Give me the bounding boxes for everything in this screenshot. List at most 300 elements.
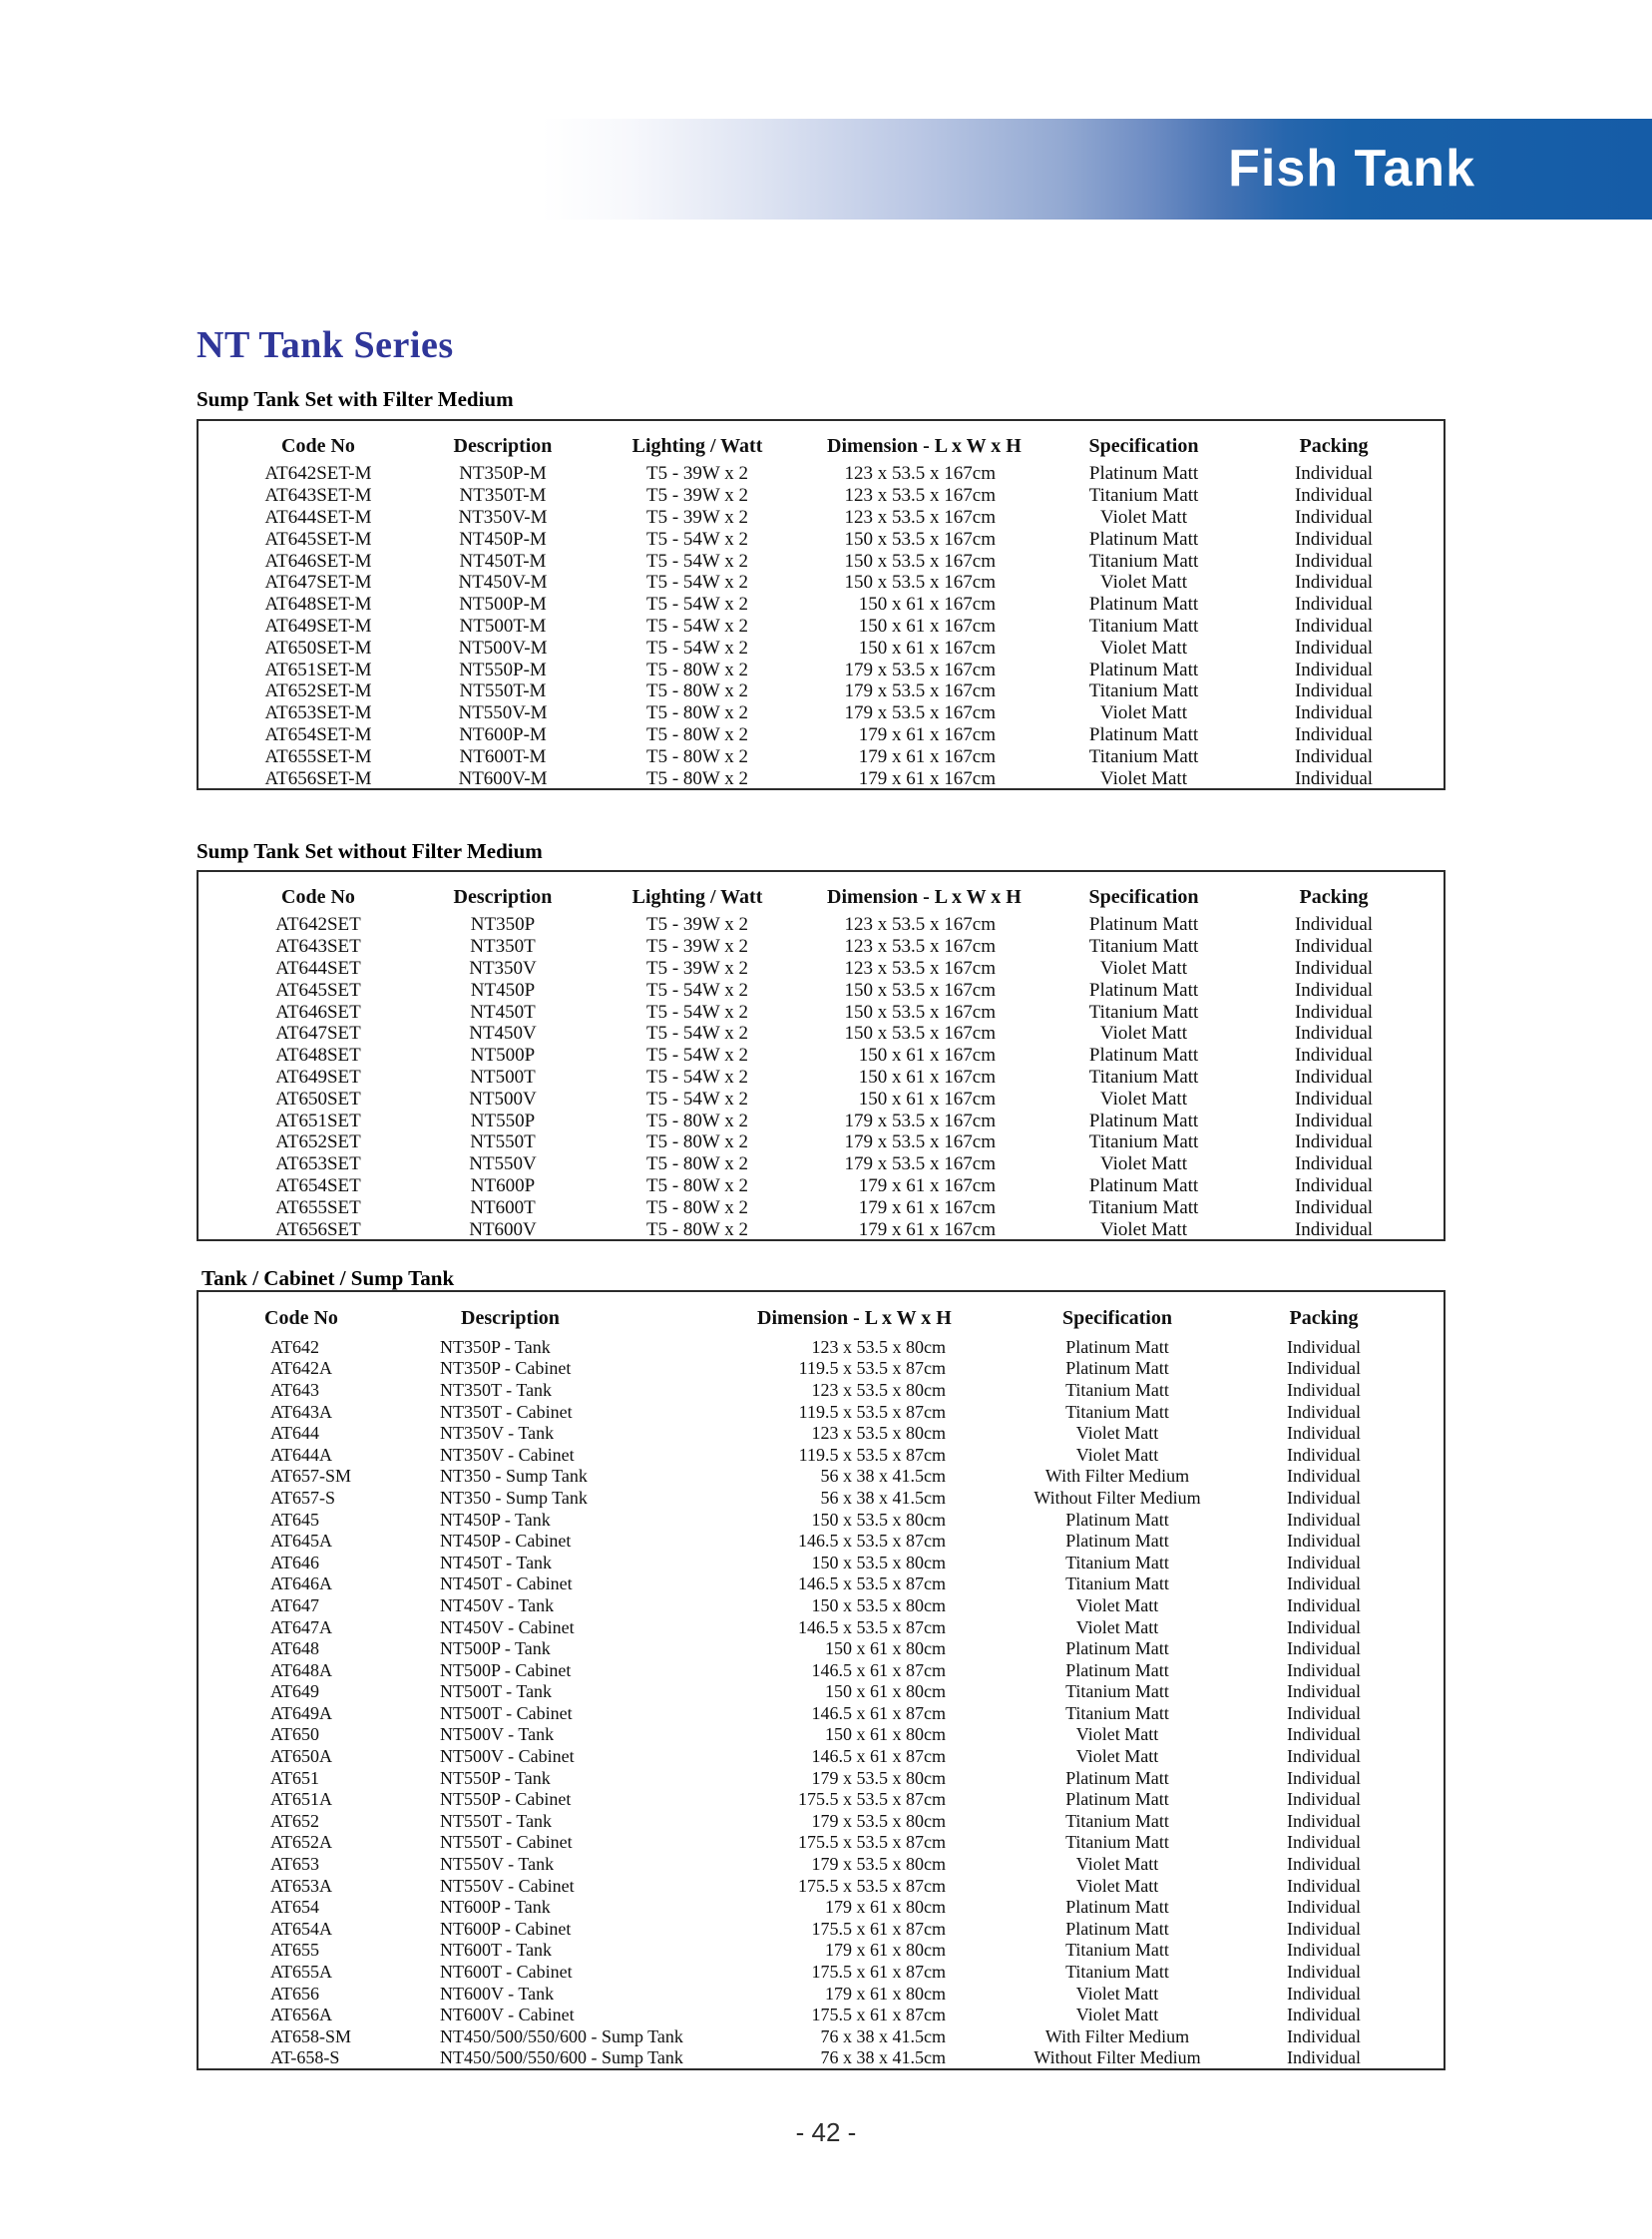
table-cell: NT450V - Cabinet [440, 1616, 575, 1637]
table-cell: AT646SET [275, 1001, 361, 1023]
table-row [199, 745, 1444, 767]
table-cell: AT652 [270, 1810, 319, 1831]
column-header: Dimension - L x W x H [757, 1307, 952, 1329]
table-cell: 179 x 61 x 80cm [825, 1897, 946, 1918]
table-cell: T5 - 54W x 2 [645, 1023, 749, 1045]
table-body [199, 1336, 1444, 2068]
table-cell: NT350T - Cabinet [440, 1401, 573, 1422]
table-cell: NT550T - Cabinet [440, 1832, 573, 1853]
table-cell: AT652SET [275, 1131, 361, 1153]
table-row [199, 1853, 1444, 1875]
table-row [199, 1573, 1444, 1595]
table-row [199, 1422, 1444, 1444]
table-cell: Individual [1294, 936, 1374, 958]
table-cell: 150 x 53.5 x 167cm [844, 528, 996, 550]
table-cell: Individual [1287, 1832, 1361, 1853]
column-header: Description [453, 885, 553, 908]
table-cell: Titanium Matt [1065, 1573, 1169, 1594]
table-body [199, 463, 1444, 789]
table-cell: 123 x 53.5 x 80cm [811, 1336, 946, 1357]
table-cell: T5 - 54W x 2 [645, 1045, 749, 1067]
table-cell: Individual [1294, 1218, 1374, 1240]
table-cell: AT658-SM [270, 2025, 352, 2046]
table-cell: AT650A [270, 1746, 332, 1767]
table-cell: Individual [1294, 485, 1374, 507]
table-row [199, 1745, 1444, 1767]
banner-title: Fish Tank [1228, 139, 1475, 198]
table-row [199, 2025, 1444, 2047]
table-cell: Individual [1287, 1962, 1361, 1983]
table-cell: AT650SET-M [264, 637, 372, 659]
table-cell: 146.5 x 53.5 x 87cm [798, 1573, 946, 1594]
table-cell: Individual [1287, 1746, 1361, 1767]
table-cell: AT643A [270, 1401, 332, 1422]
column-header: Packing [1289, 1307, 1359, 1329]
table-cell: AT645A [270, 1531, 332, 1552]
table-cell: AT646A [270, 1573, 332, 1594]
table-row [199, 1983, 1444, 2005]
table-cell: Violet Matt [1100, 1218, 1187, 1240]
table-cell: NT600T - Tank [440, 1940, 553, 1961]
table-cell: 179 x 61 x 167cm [858, 745, 996, 767]
table-cell: AT646 [270, 1552, 319, 1572]
table-cell: 150 x 53.5 x 80cm [811, 1594, 946, 1615]
table-cell: Platinum Matt [1088, 463, 1199, 485]
table-cell: 179 x 53.5 x 167cm [844, 702, 996, 724]
table-row [199, 1045, 1444, 1067]
table-cell: AT656SET [275, 1218, 361, 1240]
table-cell: 123 x 53.5 x 167cm [844, 936, 996, 958]
table-cell: NT500P-M [459, 594, 547, 616]
table-header-row [199, 428, 1444, 463]
table-cell: 179 x 61 x 80cm [825, 1983, 946, 2004]
table-cell: T5 - 39W x 2 [645, 506, 749, 528]
table-cell: Individual [1287, 1789, 1361, 1810]
column-header: Packing [1299, 434, 1369, 457]
table-cell: AT-658-S [270, 2047, 340, 2068]
table-cell: T5 - 54W x 2 [645, 550, 749, 572]
table-cell: AT656A [270, 2005, 332, 2025]
table-row [199, 1001, 1444, 1023]
table-cell: Individual [1287, 1616, 1361, 1637]
table-cell: Individual [1287, 1552, 1361, 1572]
table-row [199, 2047, 1444, 2069]
table-cell: Platinum Matt [1088, 1045, 1199, 1067]
table-cell: NT500P - Cabinet [440, 1659, 572, 1680]
table-cell: AT654A [270, 1918, 332, 1939]
table-cell: 179 x 61 x 167cm [858, 1218, 996, 1240]
table-cell: Titanium Matt [1065, 1401, 1169, 1422]
table-cell: Individual [1294, 1196, 1374, 1218]
table-cell: AT653A [270, 1875, 332, 1896]
table-cell: Titanium Matt [1065, 1379, 1169, 1400]
table-cell: AT645 [270, 1509, 319, 1530]
table-cell: Violet Matt [1075, 1423, 1159, 1444]
table-cell: AT644A [270, 1444, 332, 1465]
column-header: Code No [281, 885, 355, 908]
table-cell: Individual [1294, 528, 1374, 550]
table-cell: AT657-S [270, 1487, 336, 1508]
table-cell: Platinum Matt [1088, 1174, 1199, 1196]
table-cell: NT550P - Cabinet [440, 1789, 572, 1810]
table-row [199, 1788, 1444, 1810]
table-row [199, 680, 1444, 702]
table-cell: Violet Matt [1075, 2005, 1159, 2025]
table-cell: AT644 [270, 1423, 319, 1444]
table-cell: NT450P [470, 979, 536, 1001]
column-header: Lighting / Watt [631, 885, 763, 908]
table-row [199, 1594, 1444, 1616]
table-cell: AT654SET [275, 1174, 361, 1196]
table-cell: 150 x 53.5 x 80cm [811, 1509, 946, 1530]
table-cell: Violet Matt [1100, 702, 1187, 724]
table-cell: AT653 [270, 1854, 319, 1875]
table-cell: T5 - 80W x 2 [645, 680, 749, 702]
table-cell: NT350V [469, 957, 537, 979]
table-cell: NT450V-M [458, 572, 548, 594]
table-row [199, 507, 1444, 529]
table-cell: AT643 [270, 1379, 319, 1400]
table-cell: T5 - 39W x 2 [645, 914, 749, 936]
table-cell: AT649SET-M [264, 615, 372, 637]
table-cell: Individual [1287, 2025, 1361, 2046]
table-row [199, 1196, 1444, 1218]
table-cell: 179 x 61 x 80cm [825, 1940, 946, 1961]
table-cell: NT500P [470, 1045, 536, 1067]
table-row [199, 550, 1444, 572]
table-cell: Individual [1287, 2047, 1361, 2068]
table-cell: T5 - 80W x 2 [645, 1218, 749, 1240]
table-cell: T5 - 54W x 2 [645, 572, 749, 594]
table-cell: NT550T-M [459, 680, 547, 702]
table-cell: 179 x 61 x 167cm [858, 767, 996, 789]
table-row [199, 1153, 1444, 1175]
table-cell: AT657-SM [270, 1466, 352, 1487]
table-cell: With Filter Medium [1044, 1466, 1190, 1487]
table-row [199, 1896, 1444, 1918]
table-cell: AT648 [270, 1638, 319, 1659]
table-cell: 123 x 53.5 x 167cm [844, 506, 996, 528]
table-cell: Titanium Matt [1065, 1832, 1169, 1853]
table-cell: NT450V - Tank [440, 1594, 555, 1615]
table-cell: T5 - 54W x 2 [645, 615, 749, 637]
table-cell: 123 x 53.5 x 167cm [844, 914, 996, 936]
table-cell: AT649A [270, 1702, 332, 1723]
page-banner [542, 119, 1652, 220]
table-cell: 150 x 61 x 80cm [825, 1638, 946, 1659]
table-cell: NT350P [470, 914, 536, 936]
table-row [199, 1358, 1444, 1380]
table-row [199, 528, 1444, 550]
table-cell: AT646SET-M [264, 550, 372, 572]
table-cell: Individual [1294, 1131, 1374, 1153]
column-header: Description [453, 434, 553, 457]
table-cell: AT648A [270, 1659, 332, 1680]
table-cell: Individual [1287, 1531, 1361, 1552]
table-row [199, 1961, 1444, 1983]
table-row [199, 914, 1444, 936]
table-cell: NT550P-M [459, 659, 547, 680]
table-cell: Titanium Matt [1088, 485, 1199, 507]
table-cell: NT350T-M [459, 485, 547, 507]
table-cell: NT500T - Cabinet [440, 1702, 573, 1723]
table-row [199, 1444, 1444, 1466]
table-cell: AT653SET [275, 1153, 361, 1175]
table-cell: Titanium Matt [1088, 1066, 1199, 1088]
table-cell: NT450T - Cabinet [440, 1573, 573, 1594]
table-cell: NT550T - Tank [440, 1810, 553, 1831]
table-row [199, 594, 1444, 616]
table-cell: Individual [1294, 1023, 1374, 1045]
table-cell: NT450T - Tank [440, 1552, 553, 1572]
table-row [199, 2004, 1444, 2025]
table-cell: Without Filter Medium [1033, 1487, 1201, 1508]
table-cell: Platinum Matt [1065, 1509, 1169, 1530]
table-row [199, 659, 1444, 680]
table-cell: Platinum Matt [1088, 528, 1199, 550]
table-cell: 150 x 53.5 x 167cm [844, 1001, 996, 1023]
table-cell: Individual [1287, 1940, 1361, 1961]
table-row [199, 1067, 1444, 1089]
table-cell: 76 x 38 x 41.5cm [820, 2025, 946, 2046]
table-cell: Individual [1294, 572, 1374, 594]
table-cell: Violet Matt [1075, 1616, 1159, 1637]
table-cell: Platinum Matt [1065, 1336, 1169, 1357]
table-cell: NT450P - Cabinet [440, 1531, 572, 1552]
table-cell: AT654SET-M [264, 723, 372, 745]
table-cell: NT350V - Tank [440, 1423, 555, 1444]
table-cell: Individual [1287, 1983, 1361, 2004]
table-cell: Individual [1294, 767, 1374, 789]
table-cell: Individual [1287, 1767, 1361, 1788]
table-cell: AT644SET-M [264, 506, 372, 528]
table-cell: NT450P - Tank [440, 1509, 551, 1530]
table-cell: Violet Matt [1100, 767, 1187, 789]
table-cell: Violet Matt [1100, 637, 1187, 659]
table-row [199, 1110, 1444, 1131]
table-cell: NT600P - Tank [440, 1897, 551, 1918]
table-cell: 146.5 x 61 x 87cm [811, 1746, 946, 1767]
table-cell: 175.5 x 61 x 87cm [811, 1918, 946, 1939]
table-cell: Individual [1294, 1088, 1374, 1110]
table-cell: 179 x 61 x 167cm [858, 1174, 996, 1196]
table-cell: 123 x 53.5 x 80cm [811, 1379, 946, 1400]
table-cell: T5 - 80W x 2 [645, 1196, 749, 1218]
table-cell: 123 x 53.5 x 167cm [844, 463, 996, 485]
table-cell: Violet Matt [1100, 1153, 1187, 1175]
table-cell: With Filter Medium [1044, 2025, 1190, 2046]
table-cell: T5 - 80W x 2 [645, 767, 749, 789]
table-cell: 175.5 x 53.5 x 87cm [798, 1875, 946, 1896]
table-cell: AT656 [270, 1983, 319, 2004]
table-cell: AT655SET-M [264, 745, 372, 767]
table-cell: Individual [1294, 659, 1374, 680]
table-row [199, 1810, 1444, 1832]
table-row [199, 637, 1444, 659]
table-cell: Individual [1287, 1659, 1361, 1680]
table-cell: Platinum Matt [1088, 594, 1199, 616]
table-cell: 56 x 38 x 41.5cm [820, 1487, 946, 1508]
table-cell: T5 - 80W x 2 [645, 723, 749, 745]
table-cell: Individual [1294, 914, 1374, 936]
table-cell: Platinum Matt [1088, 914, 1199, 936]
table-cell: NT600P - Cabinet [440, 1918, 572, 1939]
table-cell: Platinum Matt [1065, 1767, 1169, 1788]
table-cell: Individual [1294, 1066, 1374, 1088]
table-cell: 179 x 53.5 x 80cm [811, 1854, 946, 1875]
table-cell: 146.5 x 61 x 87cm [811, 1659, 946, 1680]
table-cell: AT647 [270, 1594, 319, 1615]
table-cell: 175.5 x 61 x 87cm [811, 1962, 946, 1983]
table-cell: AT653SET-M [264, 702, 372, 724]
table-row [199, 1509, 1444, 1531]
table-header-row [199, 1300, 1444, 1336]
table-cell: 150 x 61 x 167cm [858, 615, 996, 637]
table-cell: AT655 [270, 1940, 319, 1961]
table-cell: Violet Matt [1075, 1746, 1159, 1767]
table-cell: Platinum Matt [1065, 1789, 1169, 1810]
column-header: Code No [264, 1307, 338, 1329]
table-cell: Individual [1294, 463, 1374, 485]
column-header: Code No [281, 434, 355, 457]
table-cell: 123 x 53.5 x 80cm [811, 1423, 946, 1444]
table-row [199, 1702, 1444, 1724]
table-cell: 150 x 61 x 167cm [858, 1045, 996, 1067]
table-cell: 119.5 x 53.5 x 87cm [798, 1358, 946, 1379]
table-row [199, 463, 1444, 485]
table-cell: Platinum Matt [1065, 1659, 1169, 1680]
table-cell: Violet Matt [1075, 1983, 1159, 2004]
table-cell: Violet Matt [1100, 572, 1187, 594]
table-cell: NT600P [470, 1174, 536, 1196]
table-cell: Titanium Matt [1065, 1810, 1169, 1831]
table-cell: AT654 [270, 1897, 319, 1918]
table-cell: NT500V [469, 1088, 537, 1110]
table-cell: T5 - 39W x 2 [645, 936, 749, 958]
table-row [199, 1487, 1444, 1509]
table-cell: 119.5 x 53.5 x 87cm [798, 1401, 946, 1422]
table-cell: NT350T - Tank [440, 1379, 553, 1400]
table-cell: NT450T-M [459, 550, 547, 572]
section-title-sump-with-filter: Sump Tank Set with Filter Medium [197, 387, 514, 411]
table-cell: 150 x 53.5 x 167cm [844, 979, 996, 1001]
table-cell: AT652A [270, 1832, 332, 1853]
table-cell: 150 x 61 x 167cm [858, 594, 996, 616]
table-cell: NT350 - Sump Tank [440, 1487, 588, 1508]
column-header: Packing [1299, 885, 1369, 908]
table-cell: AT647SET [275, 1023, 361, 1045]
table-cell: AT642 [270, 1336, 319, 1357]
table-row [199, 1131, 1444, 1153]
table-cell: Individual [1294, 1045, 1374, 1067]
table-cell: 179 x 53.5 x 167cm [844, 1131, 996, 1153]
table-cell: Individual [1287, 1594, 1361, 1615]
table-cell: T5 - 80W x 2 [645, 1110, 749, 1131]
table-row [199, 1379, 1444, 1401]
table-cell: AT655A [270, 1962, 332, 1983]
table-cell: Platinum Matt [1088, 1110, 1199, 1131]
table-row [199, 1530, 1444, 1552]
table-cell: Titanium Matt [1088, 1001, 1199, 1023]
table-cell: Individual [1287, 1401, 1361, 1422]
table-cell: 150 x 53.5 x 80cm [811, 1552, 946, 1572]
table-cell: 150 x 61 x 167cm [858, 637, 996, 659]
table-cell: 179 x 61 x 167cm [858, 723, 996, 745]
column-header: Dimension - L x W x H [827, 885, 1022, 908]
table-cell: AT647SET-M [264, 572, 372, 594]
table-cell: NT500V - Tank [440, 1724, 555, 1745]
table-cell: T5 - 54W x 2 [645, 637, 749, 659]
table-cell: NT600V - Cabinet [440, 2005, 575, 2025]
table-cell: Violet Matt [1100, 506, 1187, 528]
table-cell: T5 - 54W x 2 [645, 1001, 749, 1023]
table-cell: Titanium Matt [1088, 1131, 1199, 1153]
table-row [199, 616, 1444, 638]
table-row [199, 1724, 1444, 1746]
table-row [199, 1875, 1444, 1897]
table-cell: Individual [1294, 1001, 1374, 1023]
table-row [199, 485, 1444, 507]
table-header-row [199, 879, 1444, 914]
table-cell: NT600V [469, 1218, 537, 1240]
table-row [199, 1767, 1444, 1789]
table-sump-with-filter [197, 419, 1446, 790]
table-cell: Titanium Matt [1065, 1940, 1169, 1961]
table-cell: AT651A [270, 1789, 332, 1810]
table-row [199, 958, 1444, 980]
table-cell: AT651 [270, 1767, 319, 1788]
table-cell: Individual [1294, 594, 1374, 616]
table-row [199, 724, 1444, 746]
table-cell: NT550V-M [458, 702, 548, 724]
table-cell: NT350T [470, 936, 536, 958]
table-cell: T5 - 54W x 2 [645, 594, 749, 616]
table-cell: Titanium Matt [1065, 1681, 1169, 1702]
table-cell: AT642A [270, 1358, 332, 1379]
table-cell: Individual [1294, 615, 1374, 637]
table-cell: 123 x 53.5 x 167cm [844, 957, 996, 979]
table-cell: Individual [1287, 1702, 1361, 1723]
table-cell: NT350P - Cabinet [440, 1358, 572, 1379]
table-cell: T5 - 80W x 2 [645, 1131, 749, 1153]
table-cell: Violet Matt [1075, 1875, 1159, 1896]
table-cell: AT648SET-M [264, 594, 372, 616]
table-row [199, 1218, 1444, 1240]
table-cell: NT600V - Tank [440, 1983, 555, 2004]
table-cell: NT550P [470, 1110, 536, 1131]
table-cell: T5 - 80W x 2 [645, 702, 749, 724]
table-cell: 179 x 53.5 x 167cm [844, 1110, 996, 1131]
table-cell: Titanium Matt [1065, 1552, 1169, 1572]
table-cell: 179 x 53.5 x 80cm [811, 1767, 946, 1788]
table-cell: NT350P - Tank [440, 1336, 551, 1357]
table-cell: Platinum Matt [1065, 1531, 1169, 1552]
table-row [199, 1637, 1444, 1659]
table-cell: 123 x 53.5 x 167cm [844, 485, 996, 507]
table-cell: Titanium Matt [1088, 550, 1199, 572]
table-cell: Individual [1294, 1110, 1374, 1131]
table-cell: 179 x 53.5 x 167cm [844, 680, 996, 702]
table-cell: Individual [1287, 1724, 1361, 1745]
table-cell: T5 - 39W x 2 [645, 957, 749, 979]
table-cell: NT600T - Cabinet [440, 1962, 573, 1983]
table-cell: T5 - 80W x 2 [645, 1174, 749, 1196]
table-cell: T5 - 80W x 2 [645, 1153, 749, 1175]
table-cell: NT450V [469, 1023, 537, 1045]
table-cell: 146.5 x 61 x 87cm [811, 1702, 946, 1723]
table-cell: Individual [1287, 1444, 1361, 1465]
table-cell: NT500P - Tank [440, 1638, 551, 1659]
